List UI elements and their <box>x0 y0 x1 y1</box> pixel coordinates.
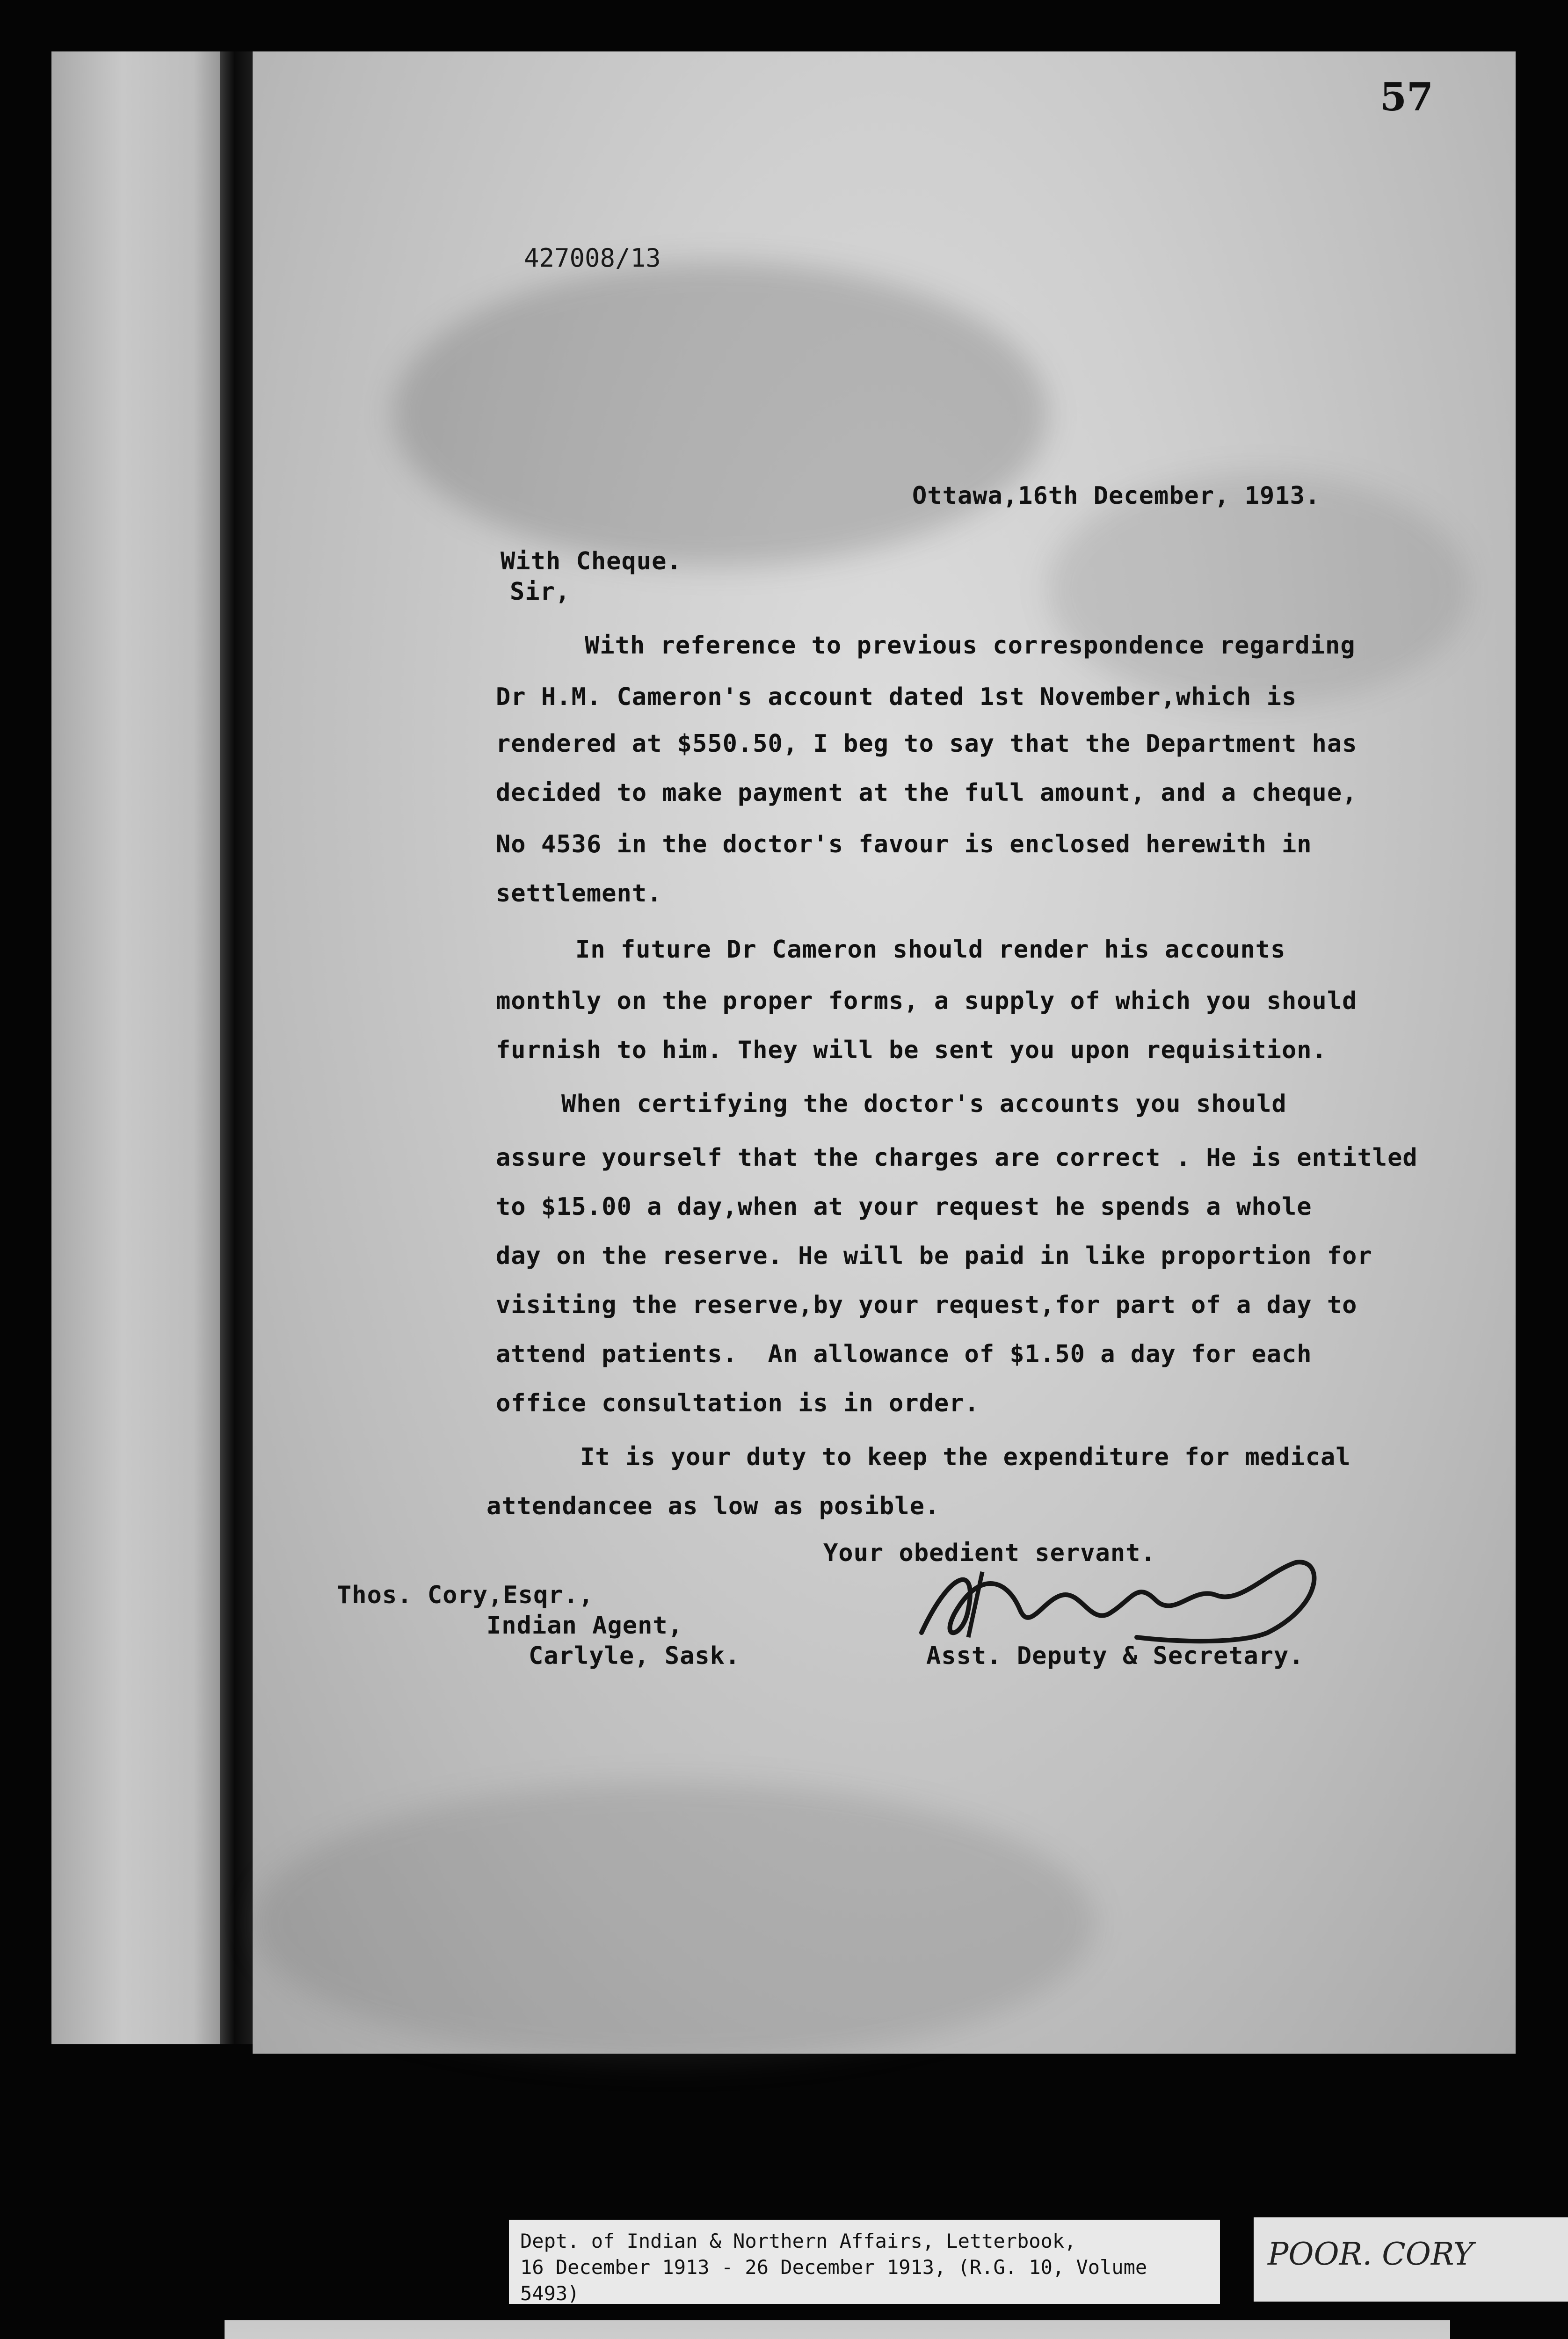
page-smudge <box>393 262 1048 566</box>
page-smudge <box>253 1782 1095 2063</box>
enclosure-note: With Cheque. <box>501 547 682 575</box>
body-line: decided to make payment at the full amount, and a cheque, <box>496 779 1357 807</box>
file-reference: 427008/13 <box>524 243 661 273</box>
handwritten-tag: POOR. CORY <box>1254 2217 1568 2302</box>
body-line: monthly on the proper forms, a supply of which you should <box>496 987 1357 1015</box>
body-line: In future Dr Cameron should render his accounts <box>575 936 1286 964</box>
salutation: Sir, <box>510 578 571 606</box>
body-line: attend patients. An allowance of $1.50 a day for each <box>496 1340 1312 1368</box>
closing: Your obedient servant. <box>823 1539 1156 1567</box>
signatory-title: Asst. Deputy & Secretary. <box>926 1642 1304 1670</box>
body-line: Dr H.M. Cameron's account dated 1st November,which is <box>496 683 1297 711</box>
body-line: assure yourself that the charges are correct . He is entitled <box>496 1144 1418 1172</box>
addressee-line: Carlyle, Sask. <box>529 1642 740 1670</box>
body-line: settlement. <box>496 879 662 908</box>
archives-card <box>225 2320 1450 2339</box>
body-line: No 4536 in the doctor's favour is enclosed herewith in <box>496 830 1312 858</box>
body-line: furnish to him. They will be sent you upon requisition. <box>496 1036 1327 1064</box>
page-number: 57 <box>1380 75 1434 120</box>
body-line: office consultation is in order. <box>496 1389 980 1417</box>
body-line: attendancee as low as posible. <box>486 1492 940 1520</box>
left-book-page <box>51 51 229 2044</box>
body-line: With reference to previous correspondence regarding <box>585 632 1356 660</box>
signature-scribble <box>912 1544 1333 1656</box>
body-line: day on the reserve. He will be paid in like proportion for <box>496 1242 1372 1270</box>
body-line: It is your duty to keep the expenditure for medical <box>580 1443 1351 1471</box>
body-line: to $15.00 a day,when at your request he spends a whole <box>496 1193 1312 1221</box>
book-gutter <box>220 51 253 2044</box>
body-line: When certifying the doctor's accounts you should <box>561 1090 1287 1118</box>
caption-line: 16 December 1913 - 26 December 1913, (R.G. 10, Volume 5493) <box>520 2256 1147 2305</box>
place-date: Ottawa,16th December, 1913. <box>912 482 1321 510</box>
archive-caption-label <box>509 2220 1220 2304</box>
addressee-line: Thos. Cory,Esqr., <box>337 1581 594 1609</box>
addressee-line: Indian Agent, <box>486 1612 683 1640</box>
caption-line: Dept. of Indian & Northern Affairs, Letterbook, <box>520 2230 1076 2252</box>
body-line: visiting the reserve,by your request,for part of a day to <box>496 1291 1357 1319</box>
body-line: rendered at $550.50, I beg to say that the Department has <box>496 730 1357 758</box>
